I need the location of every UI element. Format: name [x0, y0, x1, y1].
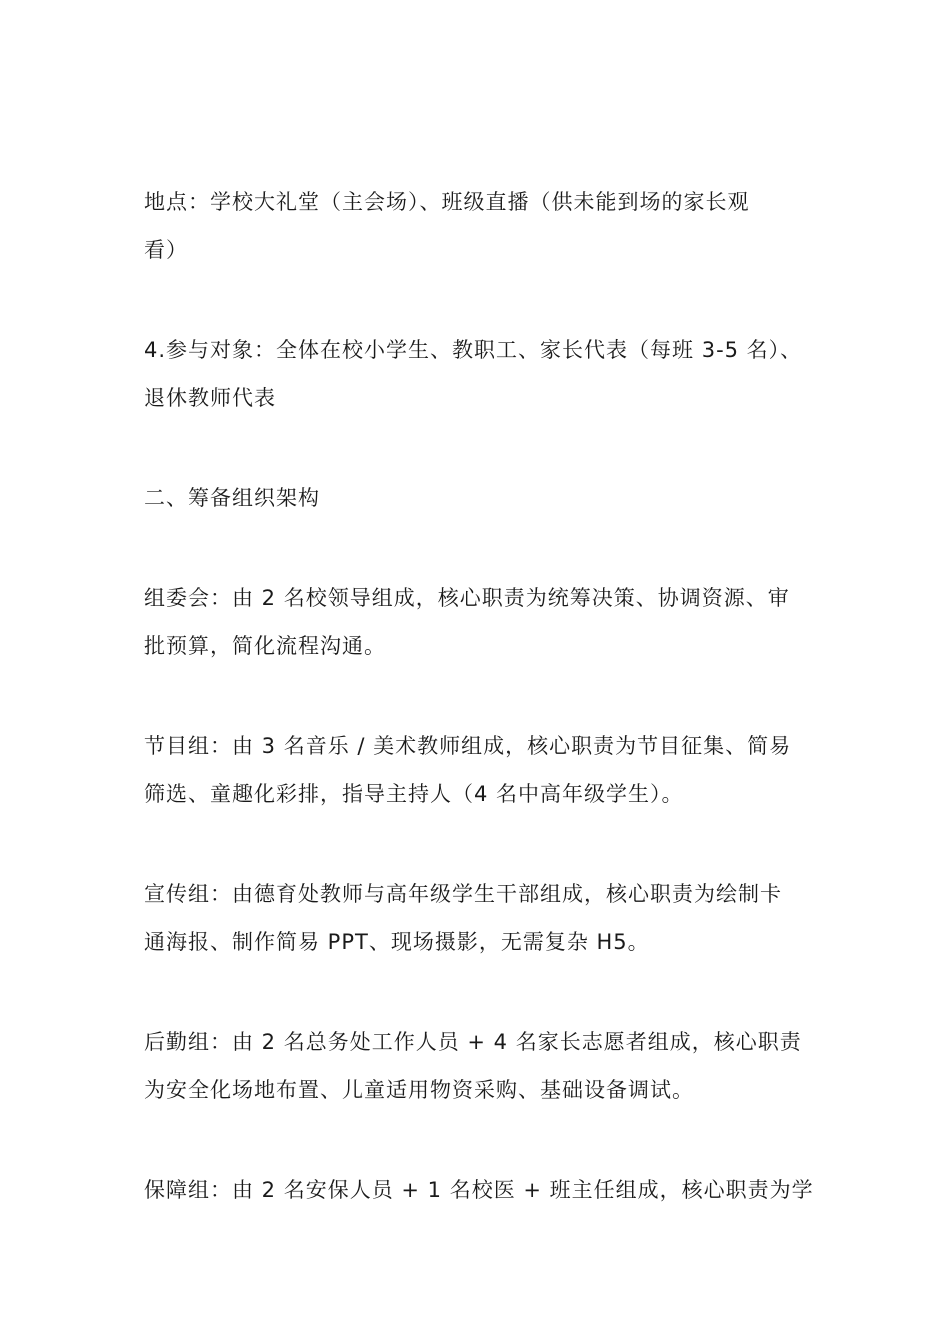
text-line: 节目组：由 3 名音乐 / 美术教师组成，核心职责为节目征集、简易: [144, 734, 792, 758]
text-line: 看）: [144, 238, 188, 262]
paragraph-publicity-group: [144, 870, 816, 966]
paragraph-committee: [144, 574, 816, 670]
text-line: 退休教师代表: [144, 386, 276, 410]
text-line: 保障组：由 2 名安保人员 + 1 名校医 + 班主任组成，核心职责为学: [144, 1178, 814, 1202]
text-line: 批预算，简化流程沟通。: [144, 634, 386, 658]
heading-text: 二、筹备组织架构: [144, 486, 320, 510]
paragraph-location: [144, 178, 816, 274]
text-line: 后勤组：由 2 名总务处工作人员 + 4 名家长志愿者组成，核心职责: [144, 1030, 802, 1054]
text-line: 为安全化场地布置、儿童适用物资采购、基础设备调试。: [144, 1078, 694, 1102]
text-line: 4.参与对象：全体在校小学生、教职工、家长代表（每班 3-5 名）、: [144, 338, 803, 362]
text-line: 通海报、制作简易 PPT、现场摄影，无需复杂 H5。: [144, 930, 650, 954]
text-line: 宣传组：由德育处教师与高年级学生干部组成，核心职责为绘制卡: [144, 882, 782, 906]
document-body: [144, 178, 816, 1266]
text-line: 组委会：由 2 名校领导组成，核心职责为统筹决策、协调资源、审: [144, 586, 790, 610]
paragraph-participants: [144, 326, 816, 422]
text-line: 筛选、童趣化彩排，指导主持人（4 名中高年级学生）。: [144, 782, 684, 806]
paragraph-security-group: [144, 1166, 816, 1214]
paragraph-logistics-group: [144, 1018, 816, 1114]
section-heading: [144, 474, 816, 522]
paragraph-program-group: [144, 722, 816, 818]
text-line: 地点：学校大礼堂（主会场）、班级直播（供未能到场的家长观: [144, 190, 750, 214]
